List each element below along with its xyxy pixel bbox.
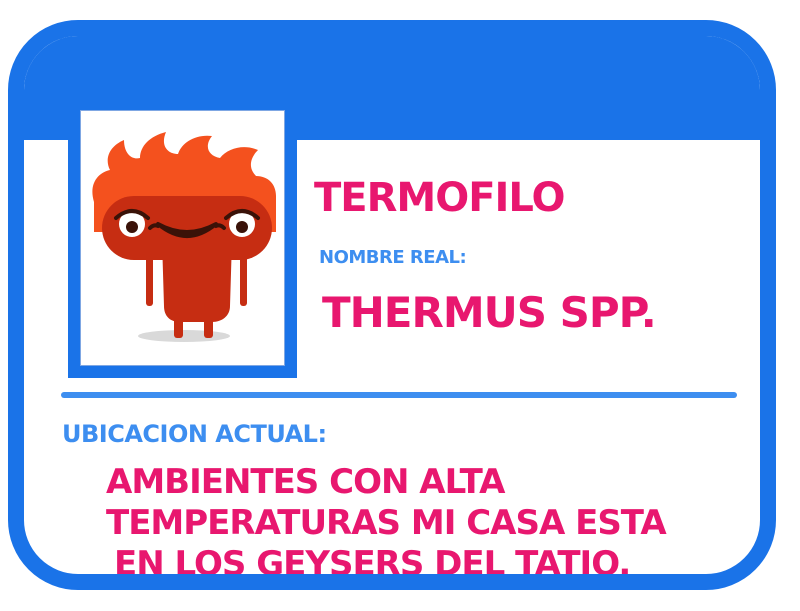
character-name: TERMOFILO	[314, 175, 565, 221]
location-label: UBICACION ACTUAL:	[62, 420, 327, 448]
character-shadow	[138, 330, 230, 342]
id-card	[8, 20, 776, 590]
location-line: TEMPERATURAS MI CASA ESTA	[106, 503, 666, 543]
real-name-value: THERMUS SPP.	[322, 288, 656, 337]
portrait-frame	[68, 98, 297, 378]
section-divider	[61, 392, 737, 398]
location-line: EN LOS GEYSERS DEL TATIO.	[114, 544, 631, 584]
location-value	[106, 462, 666, 585]
flame-monster-illustration	[80, 110, 285, 366]
location-line: AMBIENTES CON ALTA	[106, 462, 505, 502]
real-name-label: NOMBRE REAL:	[319, 247, 467, 268]
